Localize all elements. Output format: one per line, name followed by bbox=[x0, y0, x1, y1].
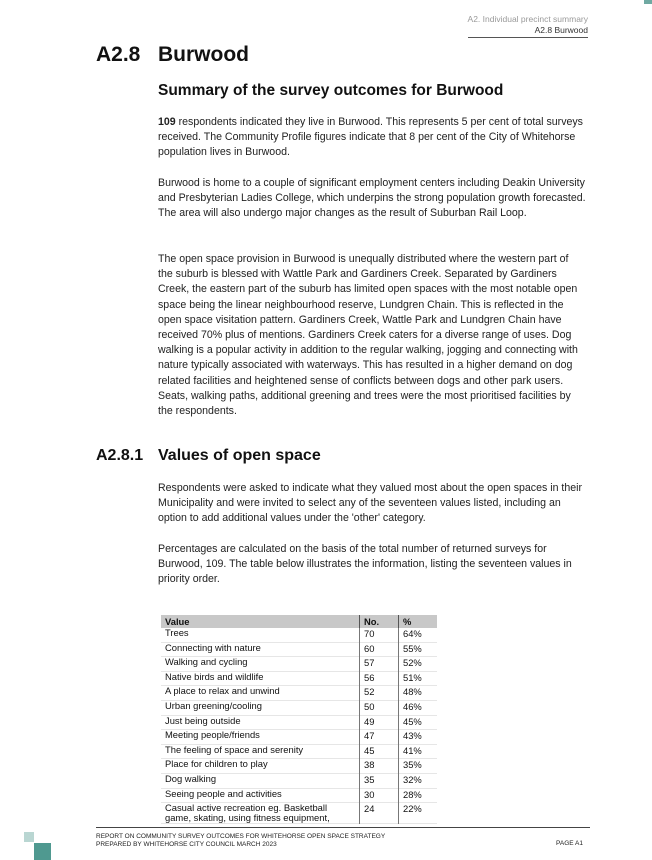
cell-value: Dog walking bbox=[161, 773, 360, 788]
section-number: A2.8 bbox=[96, 43, 141, 66]
footer-rule bbox=[96, 827, 590, 828]
cell-value: Casual active recreation eg. Basketball game, skating, using fitness equipment, bbox=[161, 803, 360, 824]
running-header bbox=[468, 14, 588, 38]
header-pct: % bbox=[399, 615, 438, 628]
cell-pct: 32% bbox=[399, 773, 438, 788]
values-table bbox=[161, 615, 437, 824]
page-number: PAGE A1 bbox=[556, 840, 583, 847]
cell-value: Urban greening/cooling bbox=[161, 700, 360, 715]
cell-value: Native birds and wildlife bbox=[161, 671, 360, 686]
cell-value: Just being outside bbox=[161, 715, 360, 730]
cell-no: 49 bbox=[360, 715, 399, 730]
table-header-row bbox=[161, 615, 437, 628]
cell-no: 47 bbox=[360, 730, 399, 745]
running-header-page: A2.8 Burwood bbox=[468, 25, 588, 38]
cell-no: 35 bbox=[360, 773, 399, 788]
cell-value: Walking and cycling bbox=[161, 657, 360, 672]
cell-value: A place to relax and unwind bbox=[161, 686, 360, 701]
cell-value: Seeing people and activities bbox=[161, 788, 360, 803]
header-no: No. bbox=[360, 615, 399, 628]
cell-no: 50 bbox=[360, 700, 399, 715]
table-row bbox=[161, 773, 437, 788]
footer-prepared-by: PREPARED BY WHITEHORSE CITY COUNCIL MARCH 2023 bbox=[96, 841, 277, 848]
table-row bbox=[161, 715, 437, 730]
cell-no: 70 bbox=[360, 628, 399, 642]
subsection-number: A2.8.1 bbox=[96, 447, 144, 464]
paragraph-employment: Burwood is home to a couple of significant employment centers including Deakin University and Presbyterian Ladies College, which underpins the strong population growth forecasted. The area will also undergo major changes as the result of Suburban Rail Loop. bbox=[158, 177, 586, 220]
paragraph-values-intro: Respondents were asked to indicate what they valued most about the open spaces in their Municipality and were invited to select any of the seventeen values listed, including an option to add additional values under the 'other' category. bbox=[158, 482, 583, 525]
cell-pct: 43% bbox=[399, 730, 438, 745]
paragraph-percentages: Percentages are calculated on the basis of the total number of returned surveys for Burwood, 109. The table below illustrates the information, listing the seventeen values in priority order. bbox=[158, 543, 572, 586]
cell-pct: 45% bbox=[399, 715, 438, 730]
cell-pct: 55% bbox=[399, 642, 438, 657]
table-row bbox=[161, 788, 437, 803]
cell-pct: 48% bbox=[399, 686, 438, 701]
table-row bbox=[161, 628, 437, 642]
table-row bbox=[161, 642, 437, 657]
footer-text bbox=[96, 833, 385, 849]
cell-pct: 52% bbox=[399, 657, 438, 672]
cell-value: Connecting with nature bbox=[161, 642, 360, 657]
table-row bbox=[161, 671, 437, 686]
cell-pct: 22% bbox=[399, 803, 438, 824]
brand-square-small bbox=[24, 832, 34, 842]
respondent-count: 109 bbox=[158, 116, 176, 128]
cell-pct: 41% bbox=[399, 744, 438, 759]
paragraph-respondents-text: respondents indicated they live in Burwood. This represents 5 per cent of total surveys received. The Community Profile figures indicate that 8 per cent of the City of Whitehorse population lives in Burwood. bbox=[158, 116, 583, 159]
header-value: Value bbox=[161, 615, 360, 628]
table-row bbox=[161, 759, 437, 774]
brand-square-large bbox=[34, 843, 51, 860]
cell-no: 38 bbox=[360, 759, 399, 774]
cell-no: 52 bbox=[360, 686, 399, 701]
cell-value: The feeling of space and serenity bbox=[161, 744, 360, 759]
cell-value: Trees bbox=[161, 628, 360, 642]
cell-no: 56 bbox=[360, 671, 399, 686]
cell-no: 45 bbox=[360, 744, 399, 759]
cell-value: Place for children to play bbox=[161, 759, 360, 774]
running-header-section: A2. Individual precinct summary bbox=[467, 14, 588, 24]
cell-pct: 46% bbox=[399, 700, 438, 715]
table-row bbox=[161, 730, 437, 745]
paragraph-respondents bbox=[158, 115, 586, 161]
table-row bbox=[161, 657, 437, 672]
cell-pct: 64% bbox=[399, 628, 438, 642]
table-row bbox=[161, 700, 437, 715]
subsection-title: Values of open space bbox=[158, 447, 321, 464]
summary-heading: Summary of the survey outcomes for Burwood bbox=[158, 82, 504, 99]
table-row bbox=[161, 744, 437, 759]
cell-no: 30 bbox=[360, 788, 399, 803]
section-title: Burwood bbox=[158, 43, 249, 66]
cell-pct: 28% bbox=[399, 788, 438, 803]
table-row bbox=[161, 686, 437, 701]
cell-no: 24 bbox=[360, 803, 399, 824]
corner-accent bbox=[644, 0, 652, 4]
footer-report-title: REPORT ON COMMUNITY SURVEY OUTCOMES FOR WHITEHORSE OPEN SPACE STRATEGY bbox=[96, 833, 386, 840]
paragraph-open-space: The open space provision in Burwood is unequally distributed where the western part of the suburb is blessed with Wattle Park and Gardiners Creek. Separated by Gardiners Creek, the eastern part of the suburb has limited open spaces with the most notable open space being the linear neighbourhood reserve, Lundgren Chain. This is reflected in the open space visitation pattern. Gardiners Creek, Wattle Park and Lundgren Chain have received 70% plus of mentions. Gardiners Creek caters for a diverse range of uses. Dog walking is a popular activity in addition to the regular walking, jogging and connecting with nature typically associated with waterways. This has resulted in a higher demand on dog related facilities and heightened sense of conflicts between dogs and other park users. Seats, walking paths, additional greening and trees were the most prioritised facilities by the respondents. bbox=[158, 253, 578, 418]
cell-no: 60 bbox=[360, 642, 399, 657]
cell-value: Meeting people/friends bbox=[161, 730, 360, 745]
cell-no: 57 bbox=[360, 657, 399, 672]
cell-pct: 35% bbox=[399, 759, 438, 774]
table-row bbox=[161, 803, 437, 824]
cell-pct: 51% bbox=[399, 671, 438, 686]
